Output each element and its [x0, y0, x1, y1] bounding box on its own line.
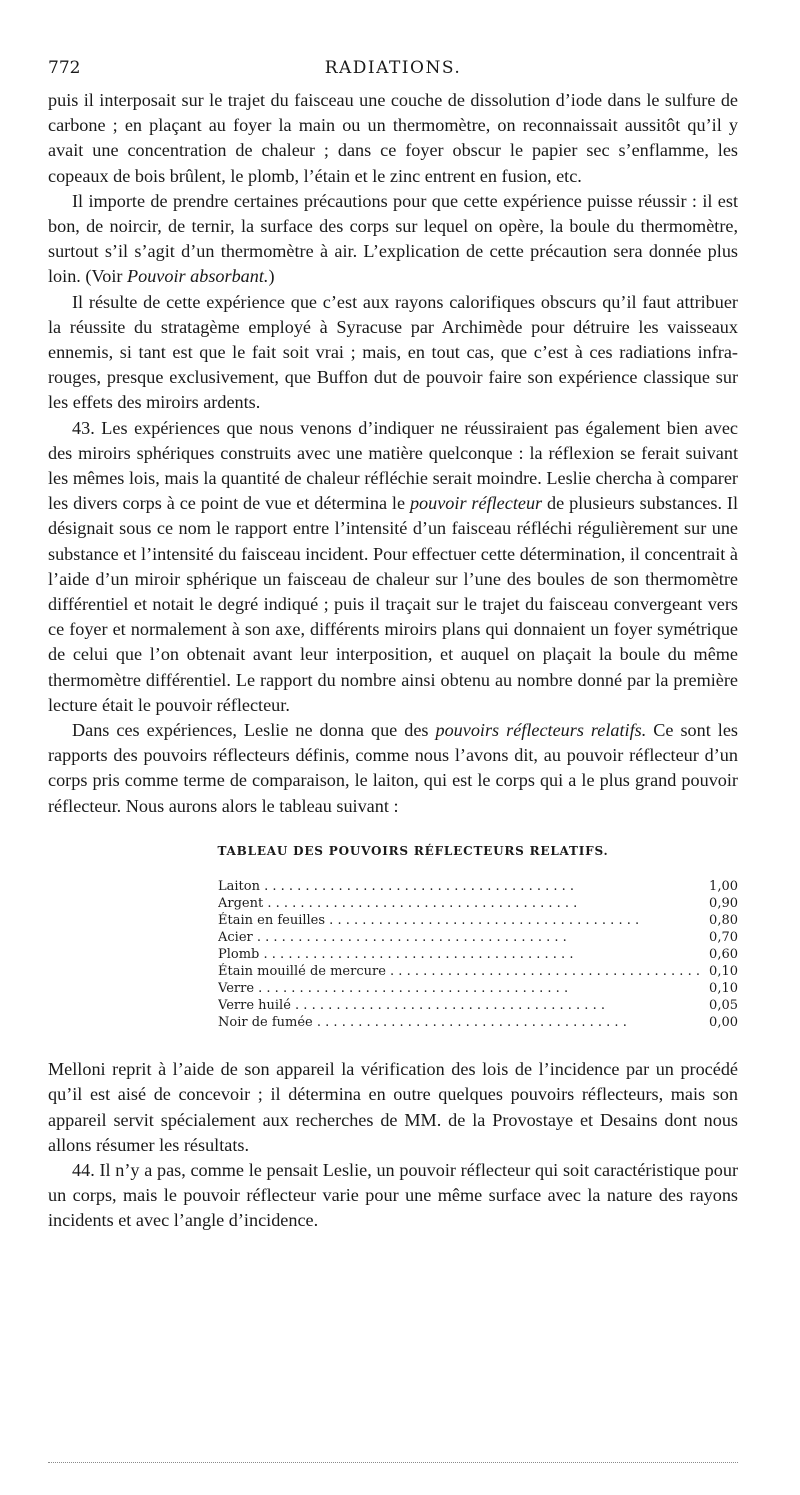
material-cell: Étain en feuilles . . . — [218, 912, 700, 929]
paragraph-leslie-relative — [48, 718, 738, 819]
material-cell: Laiton . . . — [218, 878, 700, 895]
paragraph-text: de plusieurs substances. Il désignait sous ce nom le rapport entre l’intensité d’un faisceau réfléchi régulièrement sur une substance et l’intensité du faisceau incident. Pour effectuer cette détermination, il concentrait à l’aide d’un miroir sphérique un faisceau de chaleur sur l’une des boules de son thermomètre différentiel et notait le degré indiqué ; puis il traçait sur le trajet du faisceau convergeant vers ce foyer et normalement à son axe, différents miroirs plans qui donnaient un foyer symétrique de celui que l’on obtenait avant leur interposition, et auquel on plaçait la boule du même thermomètre différentiel. Le rapport du nombre ainsi obtenu au nombre donné par la première lecture était le pouvoir réflecteur. — [48, 493, 739, 715]
paragraph-text: Dans ces expériences, Leslie ne donna que des — [72, 720, 436, 741]
value-cell: 0,10 — [709, 964, 738, 980]
paragraph-section-44: 44. Il n’y a pas, comme le pensait Leslie, un pouvoir réflecteur qui soit caractéristique pour un corps, mais le pouvoir réflecteur varie pour une même surface avec la nature des rayons incidents et avec l’angle d’incidence. — [48, 1159, 738, 1231]
page-number: 772 — [48, 58, 81, 78]
value-cell: 0,05 — [709, 998, 738, 1014]
italic-term: pouvoir réflecteur — [409, 493, 543, 514]
value-cell: 0,60 — [709, 947, 738, 963]
material-cell: Verre huilé . . . — [218, 997, 700, 1014]
paragraph-text: Il importe de prendre certaines précautions pour que cette expérience puisse réussir : il est bon, de noircir, de ternir, la surface des corps sur lequel on opère, la boule du thermomètre, surtout s’il s’agit d’un thermomètre à air. L’explication de cette précaution sera donnée plus loin. (Voir — [48, 190, 738, 287]
material-cell: Plomb . . . — [218, 946, 700, 963]
material-cell: Verre . . . — [218, 980, 700, 997]
material-cell: Argent . . . — [218, 895, 700, 912]
paragraph-archimedes: Il résulte de cette expérience que c’est aux rayons calorifiques obscurs qu’il faut attribuer la réussite du stratagème employé à Syracuse par Archimède pour détruire les vaisseaux ennemis, si tant est que le fait soit vrai ; mais, en tout cas, que c’est à ces radiations infra-rouges, presque exclusivement, que Buffon dut de pouvoir faire son expérience classique sur les effets des miroirs ardents. — [48, 291, 738, 413]
table-row — [218, 1014, 738, 1031]
value-cell: 1,00 — [709, 879, 738, 895]
running-title: RADIATIONS. — [324, 58, 462, 78]
value-cell: 0,80 — [709, 913, 738, 929]
table-row — [218, 895, 738, 912]
paragraph-melloni: Melloni reprit à l’aide de son appareil la vérification des lois de l’incidence par un procédé qu’il est aisé de concevoir ; il détermina en outre quelques pouvoirs réflecteurs, mais son appareil servit spécialement aux recherches de MM. de la Provostaye et Desains dont nous allons résumer les résultats. — [48, 1059, 738, 1155]
paragraph-text: ) — [268, 266, 275, 287]
material-cell: Étain mouillé de mercure . . . — [218, 963, 700, 980]
value-cell: 0,00 — [709, 1015, 738, 1031]
table-row — [218, 997, 738, 1014]
table-row — [218, 912, 738, 929]
reflector-table — [218, 878, 738, 1031]
page-header — [48, 58, 738, 88]
table-row — [218, 878, 738, 895]
table-title: TABLEAU DES POUVOIRS RÉFLECTEURS RELATIFS. — [217, 843, 609, 858]
paragraph-section-43 — [48, 416, 738, 718]
table-row — [218, 980, 738, 997]
table-row — [218, 946, 738, 963]
book-page — [48, 58, 738, 1234]
paragraph-continuation: puis il interposait sur le trajet du faisceau une couche de dissolution d’iode dans le sulfure de carbone ; en plaçant au foyer la main ou un thermomètre, on reconnaissait aussitôt qu’il y avait une concentration de chaleur ; dans ce foyer obscur le papier sec s’enflamme, les copeaux de bois brûlent, le plomb, l’étain et le zinc entrent en fusion, etc. — [48, 90, 738, 186]
value-cell: 0,10 — [709, 981, 738, 997]
footer-rule — [48, 1462, 738, 1463]
body-text — [48, 88, 738, 1234]
table-row — [218, 963, 738, 980]
reflector-table-block — [48, 839, 738, 1031]
table-row — [218, 929, 738, 946]
paragraph-precautions — [48, 189, 738, 290]
paragraph-text: Ce sont les rapports des pouvoirs réflecteurs définis, comme nous l’avons dit, au pouvoir réflecteur d’un corps pris comme terme de comparaison, le laiton, qui est le corps qui a le plus grand pouvoir réflecteur. Nous aurons alors le tableau suivant : — [48, 720, 738, 816]
material-cell: Noir de fumée . . . — [218, 1014, 700, 1031]
paragraph-text: 43. Les expériences que nous venons d’indiquer ne réussiraient pas également bien avec des miroirs sphériques construits avec une matière quelconque : la réflexion se ferait suivant les mêmes lois, mais la quantité de chaleur réfléchie serait moindre. Leslie chercha à comparer les divers corps à ce point de vue et détermina le — [48, 417, 738, 514]
material-cell: Acier . . . — [218, 929, 700, 946]
value-cell: 0,90 — [709, 896, 738, 912]
italic-reference: Pouvoir absorbant. — [126, 266, 269, 287]
italic-term: pouvoirs réflecteurs relatifs. — [435, 720, 647, 741]
value-cell: 0,70 — [709, 930, 738, 946]
